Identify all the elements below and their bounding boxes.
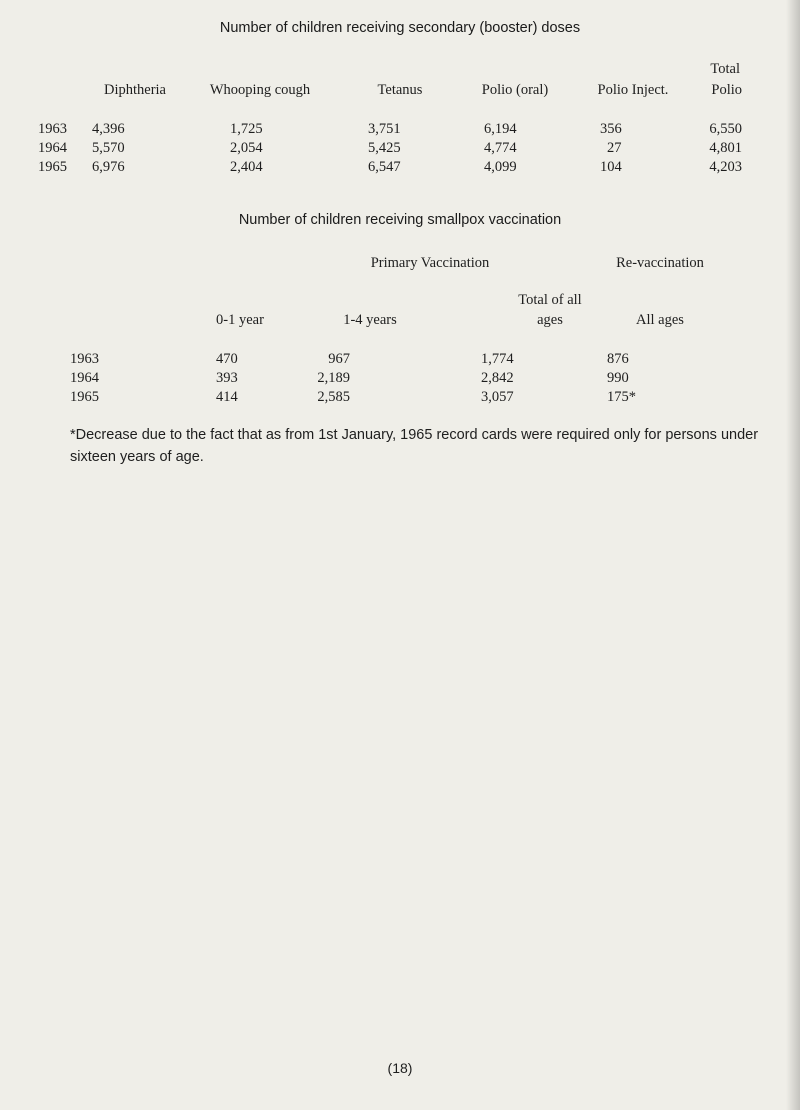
booster-row-year: 1963 (38, 121, 67, 137)
booster-cell-tetanus: 5,425 (368, 140, 401, 156)
smallpox-group-primary: Primary Vaccination (370, 255, 490, 271)
booster-cell-polio-inject: 356 (600, 121, 622, 137)
booster-cell-tetanus: 6,547 (368, 159, 401, 175)
booster-cell-diphtheria: 5,570 (92, 140, 125, 156)
page-edge-shadow (786, 0, 800, 1110)
smallpox-row-year: 1964 (70, 370, 99, 386)
footnote: *Decrease due to the fact that as from 1st January, 1965 record cards were required only for persons under sixteen years of age. (70, 427, 759, 465)
smallpox-cell-all-ages: 175* (607, 389, 636, 405)
smallpox-header-total-all-ages: ages (537, 312, 563, 328)
booster-cell-whooping-cough: 1,725 (230, 121, 263, 137)
page-number: (18) (387, 1060, 413, 1076)
booster-cell-polio-inject: 27 (607, 140, 622, 156)
booster-cell-whooping-cough: 2,054 (230, 140, 263, 156)
smallpox-cell-total-all-ages: 3,057 (481, 389, 514, 405)
smallpox-cell-all-ages: 990 (607, 370, 629, 386)
booster-cell-polio-oral: 4,774 (484, 140, 517, 156)
smallpox-header-all-ages: All ages (636, 312, 684, 328)
smallpox-header-total-line1: Total of all (518, 292, 582, 308)
booster-header-diphtheria: Diphtheria (103, 82, 166, 98)
smallpox-header-0-1-year: 0-1 year (216, 312, 264, 328)
booster-cell-polio-inject: 104 (600, 159, 622, 175)
booster-cell-polio-oral: 6,194 (484, 121, 517, 137)
smallpox-cell-1-4-years: 967 (328, 351, 350, 367)
smallpox-group-revaccination: Re-vaccination (616, 255, 704, 271)
smallpox-cell-1-4-years: 2,585 (317, 389, 350, 405)
booster-cell-diphtheria: 6,976 (92, 159, 125, 175)
booster-header-total-line1: Total (710, 61, 740, 77)
smallpox-cell-0-1-year: 393 (216, 370, 238, 386)
booster-cell-diphtheria: 4,396 (92, 121, 125, 137)
booster-row-year: 1965 (38, 159, 67, 175)
smallpox-cell-1-4-years: 2,189 (317, 370, 350, 386)
smallpox-header-1-4-years: 1-4 years (343, 312, 397, 328)
smallpox-row-year: 1963 (70, 351, 99, 367)
smallpox-cell-total-all-ages: 2,842 (481, 370, 514, 386)
booster-cell-tetanus: 3,751 (368, 121, 401, 137)
booster-cell-polio-oral: 4,099 (484, 159, 517, 175)
smallpox-cell-all-ages: 876 (607, 351, 629, 367)
booster-header-polio-oral: Polio (oral) (481, 82, 549, 98)
smallpox-row-year: 1965 (70, 389, 99, 405)
booster-cell-total-polio: 6,550 (709, 121, 742, 137)
booster-row-year: 1964 (38, 140, 67, 156)
smallpox-cell-total-all-ages: 1,774 (481, 351, 514, 367)
booster-header-whooping-cough: Whooping cough (209, 82, 311, 98)
smallpox-table-title: Number of children receiving smallpox vaccination (238, 212, 562, 228)
booster-table-title: Number of children receiving secondary (booster) doses (219, 20, 581, 36)
booster-cell-total-polio: 4,203 (709, 159, 742, 175)
booster-cell-whooping-cough: 2,404 (230, 159, 263, 175)
booster-cell-total-polio: 4,801 (709, 140, 742, 156)
booster-header-polio-inject: Polio Inject. (597, 82, 669, 98)
smallpox-cell-0-1-year: 470 (216, 351, 238, 367)
smallpox-cell-0-1-year: 414 (216, 389, 238, 405)
booster-header-total-polio: Polio (711, 82, 742, 98)
booster-header-tetanus: Tetanus (377, 82, 423, 98)
